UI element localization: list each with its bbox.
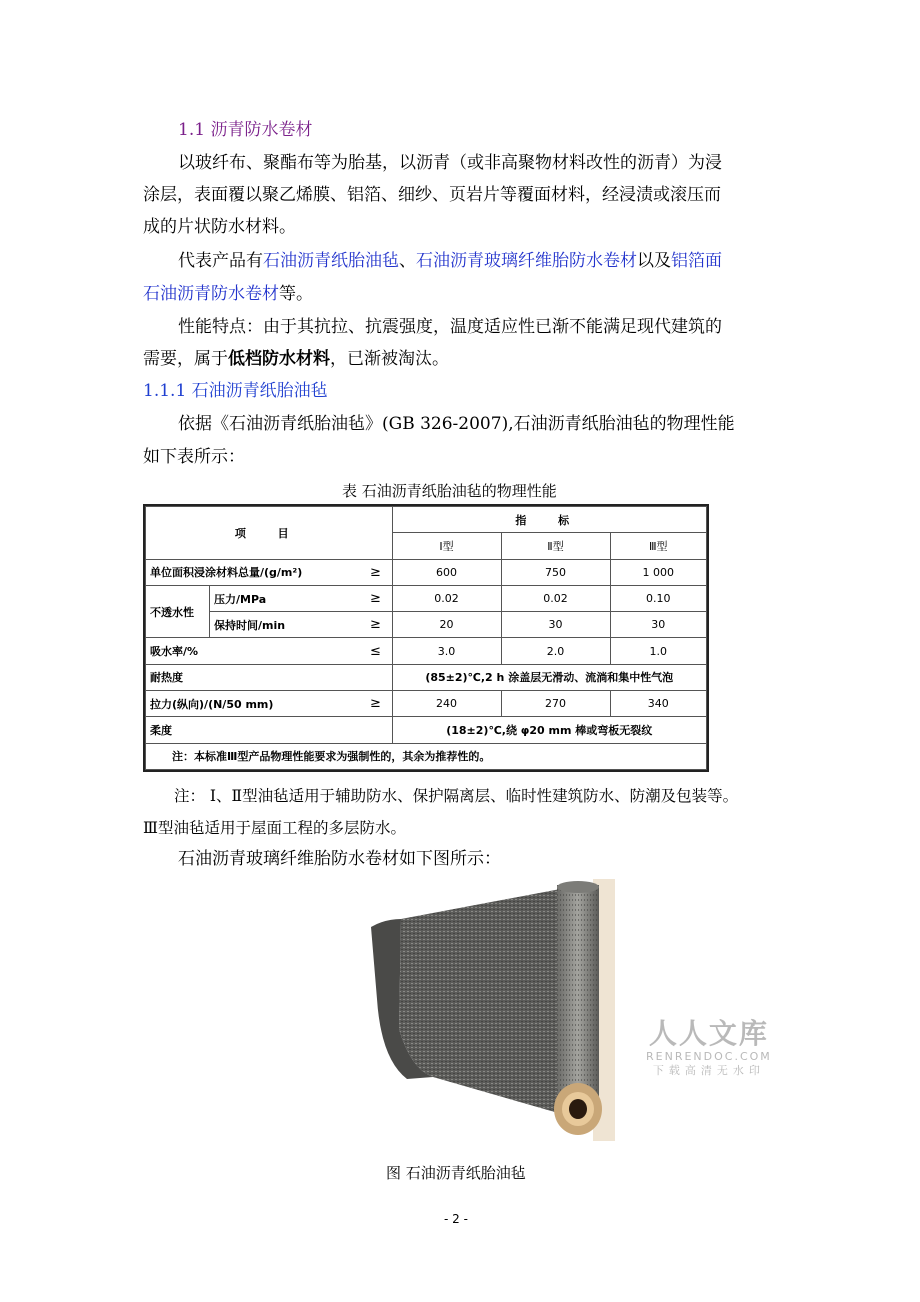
row-symbol: ≥ (360, 585, 393, 611)
row-symbol: ≤ (360, 638, 393, 664)
cell-value: 30 (610, 612, 707, 638)
cell-value: 240 (392, 691, 501, 717)
table-row (146, 691, 707, 717)
roll-image (371, 879, 615, 1141)
cell-value: 0.02 (501, 585, 610, 611)
link-aluminum-foil[interactable]: 铝箔面 (671, 251, 722, 271)
cell-value: 600 (392, 559, 501, 585)
text-span: ，已渐被淘汰。 (330, 349, 449, 369)
cell-value-span: (18±2)℃,绕 φ20 mm 棒或弯板无裂纹 (392, 717, 707, 743)
paragraph-line: 依据《石油沥青纸胎油毡》(GB 326-2007),石油沥青纸胎油毡的物理性能 (178, 414, 735, 434)
roll-hole (569, 1099, 587, 1119)
table-row (146, 612, 707, 638)
cell-value-span: (85±2)℃,2 h 涂盖层无滑动、流淌和集中性气泡 (392, 664, 707, 690)
paragraph-line (178, 250, 722, 272)
paragraph-line: 涂层，表面覆以聚乙烯膜、铝箔、细纱、页岩片等覆面材料，经浸渍或滚压而 (143, 185, 721, 205)
row-label: 吸水率/% (146, 638, 360, 664)
sheet-surface (399, 887, 579, 1119)
watermark-sub: 下载高清无水印 (652, 1064, 765, 1077)
cell-value: 1 000 (610, 559, 707, 585)
bold-text: 低档防水材料 (228, 349, 330, 369)
text-span: 等。 (279, 284, 313, 304)
section-heading: 1.1 沥青防水卷材 (178, 120, 313, 140)
row-label: 压力/MPa (210, 585, 360, 611)
cell-value: 0.10 (610, 585, 707, 611)
row-label: 单位面积浸涂材料总量/(g/m²) (146, 559, 360, 585)
header-type: Ⅱ型 (501, 533, 610, 559)
header-type: Ⅰ型 (392, 533, 501, 559)
cell-value: 270 (501, 691, 610, 717)
row-label: 保持时间/min (210, 612, 360, 638)
cell-value: 3.0 (392, 638, 501, 664)
table-row (146, 638, 707, 664)
row-label: 耐热度 (146, 664, 393, 690)
row-symbol: ≥ (360, 559, 393, 585)
paragraph-line: 性能特点：由于其抗拉、抗震强度，温度适应性已渐不能满足现代建筑的 (178, 317, 722, 337)
table-row (146, 559, 707, 585)
cell-value: 2.0 (501, 638, 610, 664)
watermark (646, 1018, 772, 1078)
paragraph-line (143, 348, 449, 370)
cell-value: 30 (501, 612, 610, 638)
figure-caption: 图 石油沥青纸胎油毡 (386, 1164, 526, 1182)
page-number: - 2 - (444, 1212, 468, 1226)
table-row (146, 585, 707, 611)
cell-value: 340 (610, 691, 707, 717)
text-span: 、 (399, 251, 416, 271)
cell-value: 750 (501, 559, 610, 585)
watermark-title: 人人文库 (648, 1017, 769, 1050)
table-row (146, 743, 707, 769)
paragraph-line: 成的片状防水材料。 (143, 217, 296, 237)
row-group-label: 不透水性 (146, 585, 210, 638)
note-line: 注： Ⅰ、Ⅱ型油毡适用于辅助防水、保护隔离层、临时性建筑防水、防潮及包装等。 (174, 787, 739, 805)
roll-texture (557, 885, 599, 1109)
link-glass-fiber[interactable]: 石油沥青玻璃纤维胎防水卷材 (416, 251, 637, 271)
table-row (146, 507, 707, 533)
header-type: Ⅲ型 (610, 533, 707, 559)
subsection-heading: 1.1.1 石油沥青纸胎油毡 (143, 381, 328, 401)
text-span: 需要，属于 (143, 349, 228, 369)
table-row (146, 717, 707, 743)
row-label: 拉力(纵向)/(N/50 mm) (146, 691, 360, 717)
cell-value: 0.02 (392, 585, 501, 611)
cell-value: 20 (392, 612, 501, 638)
paragraph-line: 以玻纤布、聚酯布等为胎基，以沥青（或非高聚物材料改性的沥青）为浸 (178, 153, 722, 173)
table-caption: 表 石油沥青纸胎油毡的物理性能 (342, 482, 557, 500)
paragraph-line: 如下表所示： (143, 447, 245, 467)
paragraph-line (143, 283, 313, 305)
link-aluminum-foil-cont[interactable]: 石油沥青防水卷材 (143, 284, 279, 304)
text-span: 代表产品有 (178, 251, 263, 271)
text-span: 以及 (637, 251, 671, 271)
watermark-url: RENRENDOC.COM (646, 1050, 772, 1063)
header-item: 项 目 (146, 507, 393, 560)
cell-value: 1.0 (610, 638, 707, 664)
row-symbol: ≥ (360, 612, 393, 638)
row-label: 柔度 (146, 717, 393, 743)
table-note: 注：本标准Ⅲ型产品物理性能要求为强制性的，其余为推荐性的。 (146, 743, 707, 769)
paragraph-line: 石油沥青玻璃纤维胎防水卷材如下图所示： (178, 849, 501, 869)
link-paper-felt[interactable]: 石油沥青纸胎油毡 (263, 251, 399, 271)
header-index: 指 标 (392, 507, 707, 533)
note-line: Ⅲ型油毡适用于屋面工程的多层防水。 (143, 819, 406, 837)
row-symbol: ≥ (360, 691, 393, 717)
table-row (146, 664, 707, 690)
roll-top (557, 881, 599, 893)
spec-table (143, 504, 709, 772)
